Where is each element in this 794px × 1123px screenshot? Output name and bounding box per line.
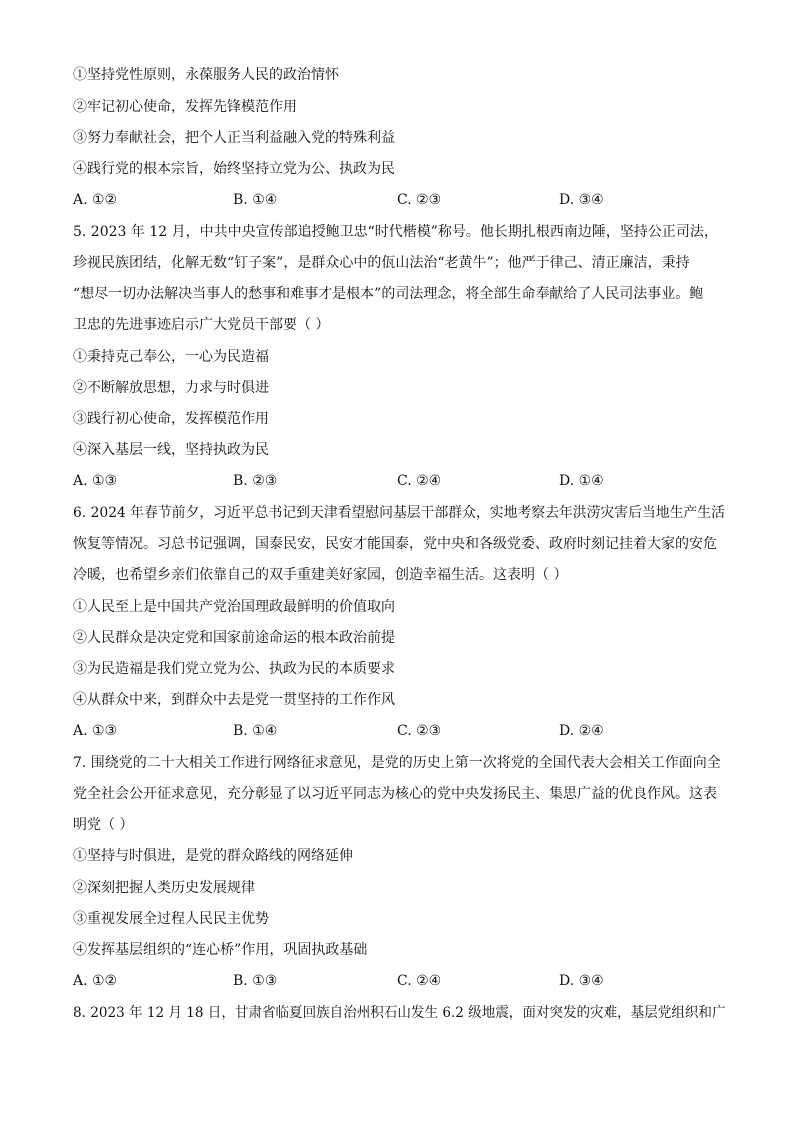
statement-3: ③为民造福是我们党立党为公、执政为民的本质要求 <box>73 661 395 677</box>
answer-options <box>73 190 723 210</box>
answer-options <box>73 721 723 741</box>
question-5-line-1: 5. 2023 年 12 月，中共中央宣传部追授鲍卫忠“时代楷模”称号。他长期扎根西南边陲，坚持公正司法， <box>73 224 718 240</box>
question-6-line-2: 恢复等情况。习总书记强调，国泰民安，民安才能国泰，党中央和各级党委、政府时刻记挂着大家的安危 <box>73 536 717 552</box>
option-a: A. ①③ <box>73 723 118 739</box>
statement-1: ①人民至上是中国共产党治国理政最鲜明的价值取向 <box>73 599 395 615</box>
option-d: D. ①④ <box>559 473 604 489</box>
option-b: B. ②③ <box>233 473 278 489</box>
question-7-line-1: 7. 围绕党的二十大相关工作进行网络征求意见，是党的历史上第一次将党的全国代表大会相关工作面向全 <box>73 755 721 771</box>
statement-1: ①秉持克己奉公，一心为民造福 <box>73 349 269 365</box>
option-d: D. ③④ <box>559 973 604 989</box>
statement-1: ①坚持与时俱进，是党的群众路线的网络延伸 <box>73 848 353 864</box>
question-5-line-4: 卫忠的先进事迹启示广大党员干部要（ ） <box>73 317 330 333</box>
statement-4: ④发挥基层组织的“连心桥”作用，巩固执政基础 <box>73 942 368 958</box>
option-b: B. ①④ <box>233 192 278 208</box>
option-c: C. ②④ <box>397 973 442 989</box>
option-a: A. ①③ <box>73 473 118 489</box>
statement-2: ②不断解放思想，力求与时俱进 <box>73 380 269 396</box>
option-d: D. ②④ <box>559 723 604 739</box>
option-c: C. ②④ <box>397 473 442 489</box>
statement-4: ④从群众中来，到群众中去是党一贯坚持的工作作风 <box>73 692 395 708</box>
option-b: B. ①③ <box>233 973 278 989</box>
option-a: A. ①② <box>73 192 118 208</box>
statement-2: ②人民群众是决定党和国家前途命运的根本政治前提 <box>73 630 395 646</box>
statement-4: ④深入基层一线，坚持执政为民 <box>73 442 269 458</box>
option-b: B. ①④ <box>233 723 278 739</box>
option-d: D. ③④ <box>559 192 604 208</box>
statement-3: ③践行初心使命，发挥模范作用 <box>73 411 269 427</box>
option-c: C. ②③ <box>397 192 442 208</box>
question-8-line-1: 8. 2023 年 12 月 18 日，甘肃省临夏回族自治州积石山发生 6.2 级地震，面对突发的灾难，基层党组织和广 <box>73 1005 726 1021</box>
option-a: A. ①② <box>73 973 118 989</box>
question-7-line-2: 党全社会公开征求意见，充分彰显了以习近平同志为核心的党中央发扬民主、集思广益的优良作风。这表 <box>73 786 717 802</box>
question-5-line-2: 珍视民族团结，化解无数“钉子案”，是群众心中的佤山法治“老黄牛”；他严于律己、清正廉洁，秉持 <box>73 255 690 271</box>
statement-1: ①坚持党性原则，永葆服务人民的政治情怀 <box>73 67 339 83</box>
answer-options <box>73 971 723 991</box>
question-6-line-1: 6. 2024 年春节前夕，习近平总书记到天津看望慰问基层干部群众，实地考察去年洪涝灾害后当地生产生活 <box>73 505 725 521</box>
statement-4: ④践行党的根本宗旨，始终坚持立党为公、执政为民 <box>73 161 395 177</box>
question-7-line-3: 明党（ ） <box>73 817 134 833</box>
question-5-line-3: “想尽一切办法解决当事人的愁事和难事才是根本”的司法理念，将全部生命奉献给了人民司法事业。鲍 <box>73 286 704 302</box>
statement-2: ②深刻把握人类历史发展规律 <box>73 880 255 896</box>
statement-3: ③重视发展全过程人民民主优势 <box>73 911 269 927</box>
statement-2: ②牢记初心使命，发挥先锋模范作用 <box>73 99 297 115</box>
option-c: C. ②③ <box>397 723 442 739</box>
statement-3: ③努力奉献社会，把个人正当利益融入党的特殊利益 <box>73 130 395 146</box>
answer-options <box>73 471 723 491</box>
question-6-line-3: 冷暖，也希望乡亲们依靠自己的双手重建美好家园，创造幸福生活。这表明（ ） <box>73 567 568 583</box>
